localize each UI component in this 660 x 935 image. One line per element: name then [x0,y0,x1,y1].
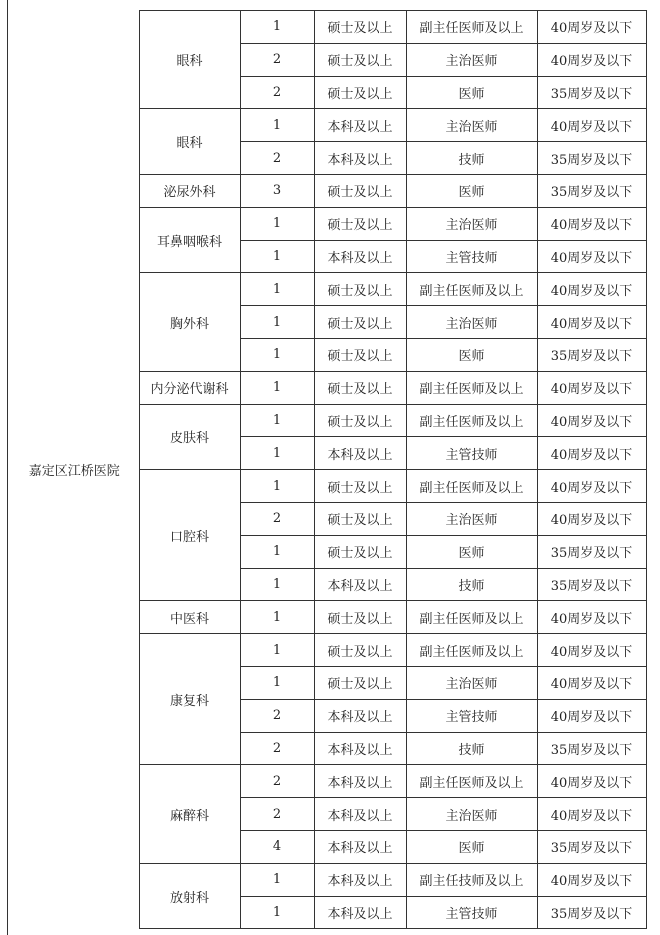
age-cell: 40周岁及以下 [537,109,646,142]
title-cell: 主治医师 [406,666,537,699]
education-cell: 本科及以上 [314,896,406,929]
age-cell: 35周岁及以下 [537,535,646,568]
title-cell: 主管技师 [406,699,537,732]
department-cell: 康复科 [139,634,240,765]
education-cell: 硕士及以上 [314,11,406,44]
title-cell: 医师 [406,174,537,207]
age-cell: 40周岁及以下 [537,601,646,634]
age-cell: 40周岁及以下 [537,404,646,437]
age-cell: 40周岁及以下 [537,666,646,699]
headcount-cell: 1 [240,11,314,44]
education-cell: 硕士及以上 [314,470,406,503]
headcount-cell: 4 [240,830,314,863]
department-cell: 放射科 [139,863,240,929]
education-cell: 硕士及以上 [314,273,406,306]
headcount-cell: 3 [240,174,314,207]
headcount-cell: 1 [240,273,314,306]
education-cell: 硕士及以上 [314,601,406,634]
title-cell: 副主任医师及以上 [406,273,537,306]
education-cell: 本科及以上 [314,699,406,732]
title-cell: 医师 [406,830,537,863]
department-cell: 胸外科 [139,273,240,371]
education-cell: 硕士及以上 [314,174,406,207]
headcount-cell: 2 [240,765,314,798]
title-cell: 主管技师 [406,896,537,929]
headcount-cell: 1 [240,863,314,896]
recruitment-table [10,10,647,929]
title-cell: 技师 [406,732,537,765]
education-cell: 硕士及以上 [314,666,406,699]
table-row [10,11,646,44]
education-cell: 本科及以上 [314,437,406,470]
headcount-cell: 1 [240,568,314,601]
headcount-cell: 1 [240,601,314,634]
title-cell: 主管技师 [406,240,537,273]
headcount-cell: 2 [240,798,314,831]
headcount-cell: 1 [240,535,314,568]
headcount-cell: 2 [240,43,314,76]
headcount-cell: 2 [240,142,314,175]
department-cell: 眼科 [139,109,240,175]
education-cell: 本科及以上 [314,732,406,765]
department-cell: 耳鼻咽喉科 [139,207,240,273]
title-cell: 主治医师 [406,207,537,240]
title-cell: 主治医师 [406,502,537,535]
headcount-cell: 1 [240,437,314,470]
title-cell: 技师 [406,142,537,175]
education-cell: 硕士及以上 [314,502,406,535]
age-cell: 35周岁及以下 [537,142,646,175]
headcount-cell: 1 [240,896,314,929]
department-cell: 泌尿外科 [139,174,240,207]
headcount-cell: 1 [240,306,314,339]
headcount-cell: 2 [240,699,314,732]
hospital-name-cell: 嘉定区江桥医院 [10,11,139,929]
department-cell: 口腔科 [139,470,240,601]
education-cell: 本科及以上 [314,142,406,175]
headcount-cell: 2 [240,732,314,765]
age-cell: 40周岁及以下 [537,306,646,339]
title-cell: 主治医师 [406,306,537,339]
headcount-cell: 1 [240,634,314,667]
department-cell: 中医科 [139,601,240,634]
department-cell: 眼科 [139,11,240,109]
department-cell: 麻醉科 [139,765,240,863]
age-cell: 40周岁及以下 [537,240,646,273]
age-cell: 40周岁及以下 [537,273,646,306]
title-cell: 副主任医师及以上 [406,371,537,404]
headcount-cell: 2 [240,502,314,535]
title-cell: 技师 [406,568,537,601]
education-cell: 本科及以上 [314,109,406,142]
headcount-cell: 1 [240,338,314,371]
title-cell: 副主任医师及以上 [406,601,537,634]
age-cell: 40周岁及以下 [537,207,646,240]
age-cell: 40周岁及以下 [537,798,646,831]
education-cell: 硕士及以上 [314,306,406,339]
age-cell: 40周岁及以下 [537,437,646,470]
age-cell: 40周岁及以下 [537,863,646,896]
department-cell: 皮肤科 [139,404,240,470]
age-cell: 40周岁及以下 [537,634,646,667]
age-cell: 40周岁及以下 [537,765,646,798]
title-cell: 主治医师 [406,43,537,76]
headcount-cell: 1 [240,404,314,437]
title-cell: 副主任医师及以上 [406,11,537,44]
age-cell: 40周岁及以下 [537,470,646,503]
headcount-cell: 1 [240,666,314,699]
title-cell: 主管技师 [406,437,537,470]
title-cell: 医师 [406,535,537,568]
headcount-cell: 1 [240,371,314,404]
department-cell: 内分泌代谢科 [139,371,240,404]
education-cell: 硕士及以上 [314,535,406,568]
education-cell: 硕士及以上 [314,76,406,109]
headcount-cell: 1 [240,240,314,273]
title-cell: 医师 [406,76,537,109]
age-cell: 40周岁及以下 [537,43,646,76]
education-cell: 本科及以上 [314,863,406,896]
age-cell: 40周岁及以下 [537,502,646,535]
age-cell: 35周岁及以下 [537,830,646,863]
title-cell: 副主任医师及以上 [406,404,537,437]
age-cell: 40周岁及以下 [537,699,646,732]
title-cell: 副主任医师及以上 [406,765,537,798]
age-cell: 35周岁及以下 [537,338,646,371]
education-cell: 硕士及以上 [314,43,406,76]
age-cell: 35周岁及以下 [537,896,646,929]
headcount-cell: 2 [240,76,314,109]
education-cell: 硕士及以上 [314,634,406,667]
education-cell: 本科及以上 [314,568,406,601]
age-cell: 40周岁及以下 [537,11,646,44]
age-cell: 35周岁及以下 [537,76,646,109]
education-cell: 硕士及以上 [314,338,406,371]
age-cell: 40周岁及以下 [537,371,646,404]
title-cell: 副主任技师及以上 [406,863,537,896]
headcount-cell: 1 [240,470,314,503]
education-cell: 硕士及以上 [314,371,406,404]
table-left-border [7,0,8,935]
title-cell: 主治医师 [406,109,537,142]
education-cell: 硕士及以上 [314,404,406,437]
education-cell: 本科及以上 [314,765,406,798]
title-cell: 医师 [406,338,537,371]
headcount-cell: 1 [240,109,314,142]
education-cell: 本科及以上 [314,798,406,831]
education-cell: 硕士及以上 [314,207,406,240]
age-cell: 35周岁及以下 [537,732,646,765]
age-cell: 35周岁及以下 [537,174,646,207]
education-cell: 本科及以上 [314,240,406,273]
title-cell: 主治医师 [406,798,537,831]
title-cell: 副主任医师及以上 [406,470,537,503]
headcount-cell: 1 [240,207,314,240]
recruitment-table-body [10,11,646,929]
education-cell: 本科及以上 [314,830,406,863]
age-cell: 35周岁及以下 [537,568,646,601]
title-cell: 副主任医师及以上 [406,634,537,667]
